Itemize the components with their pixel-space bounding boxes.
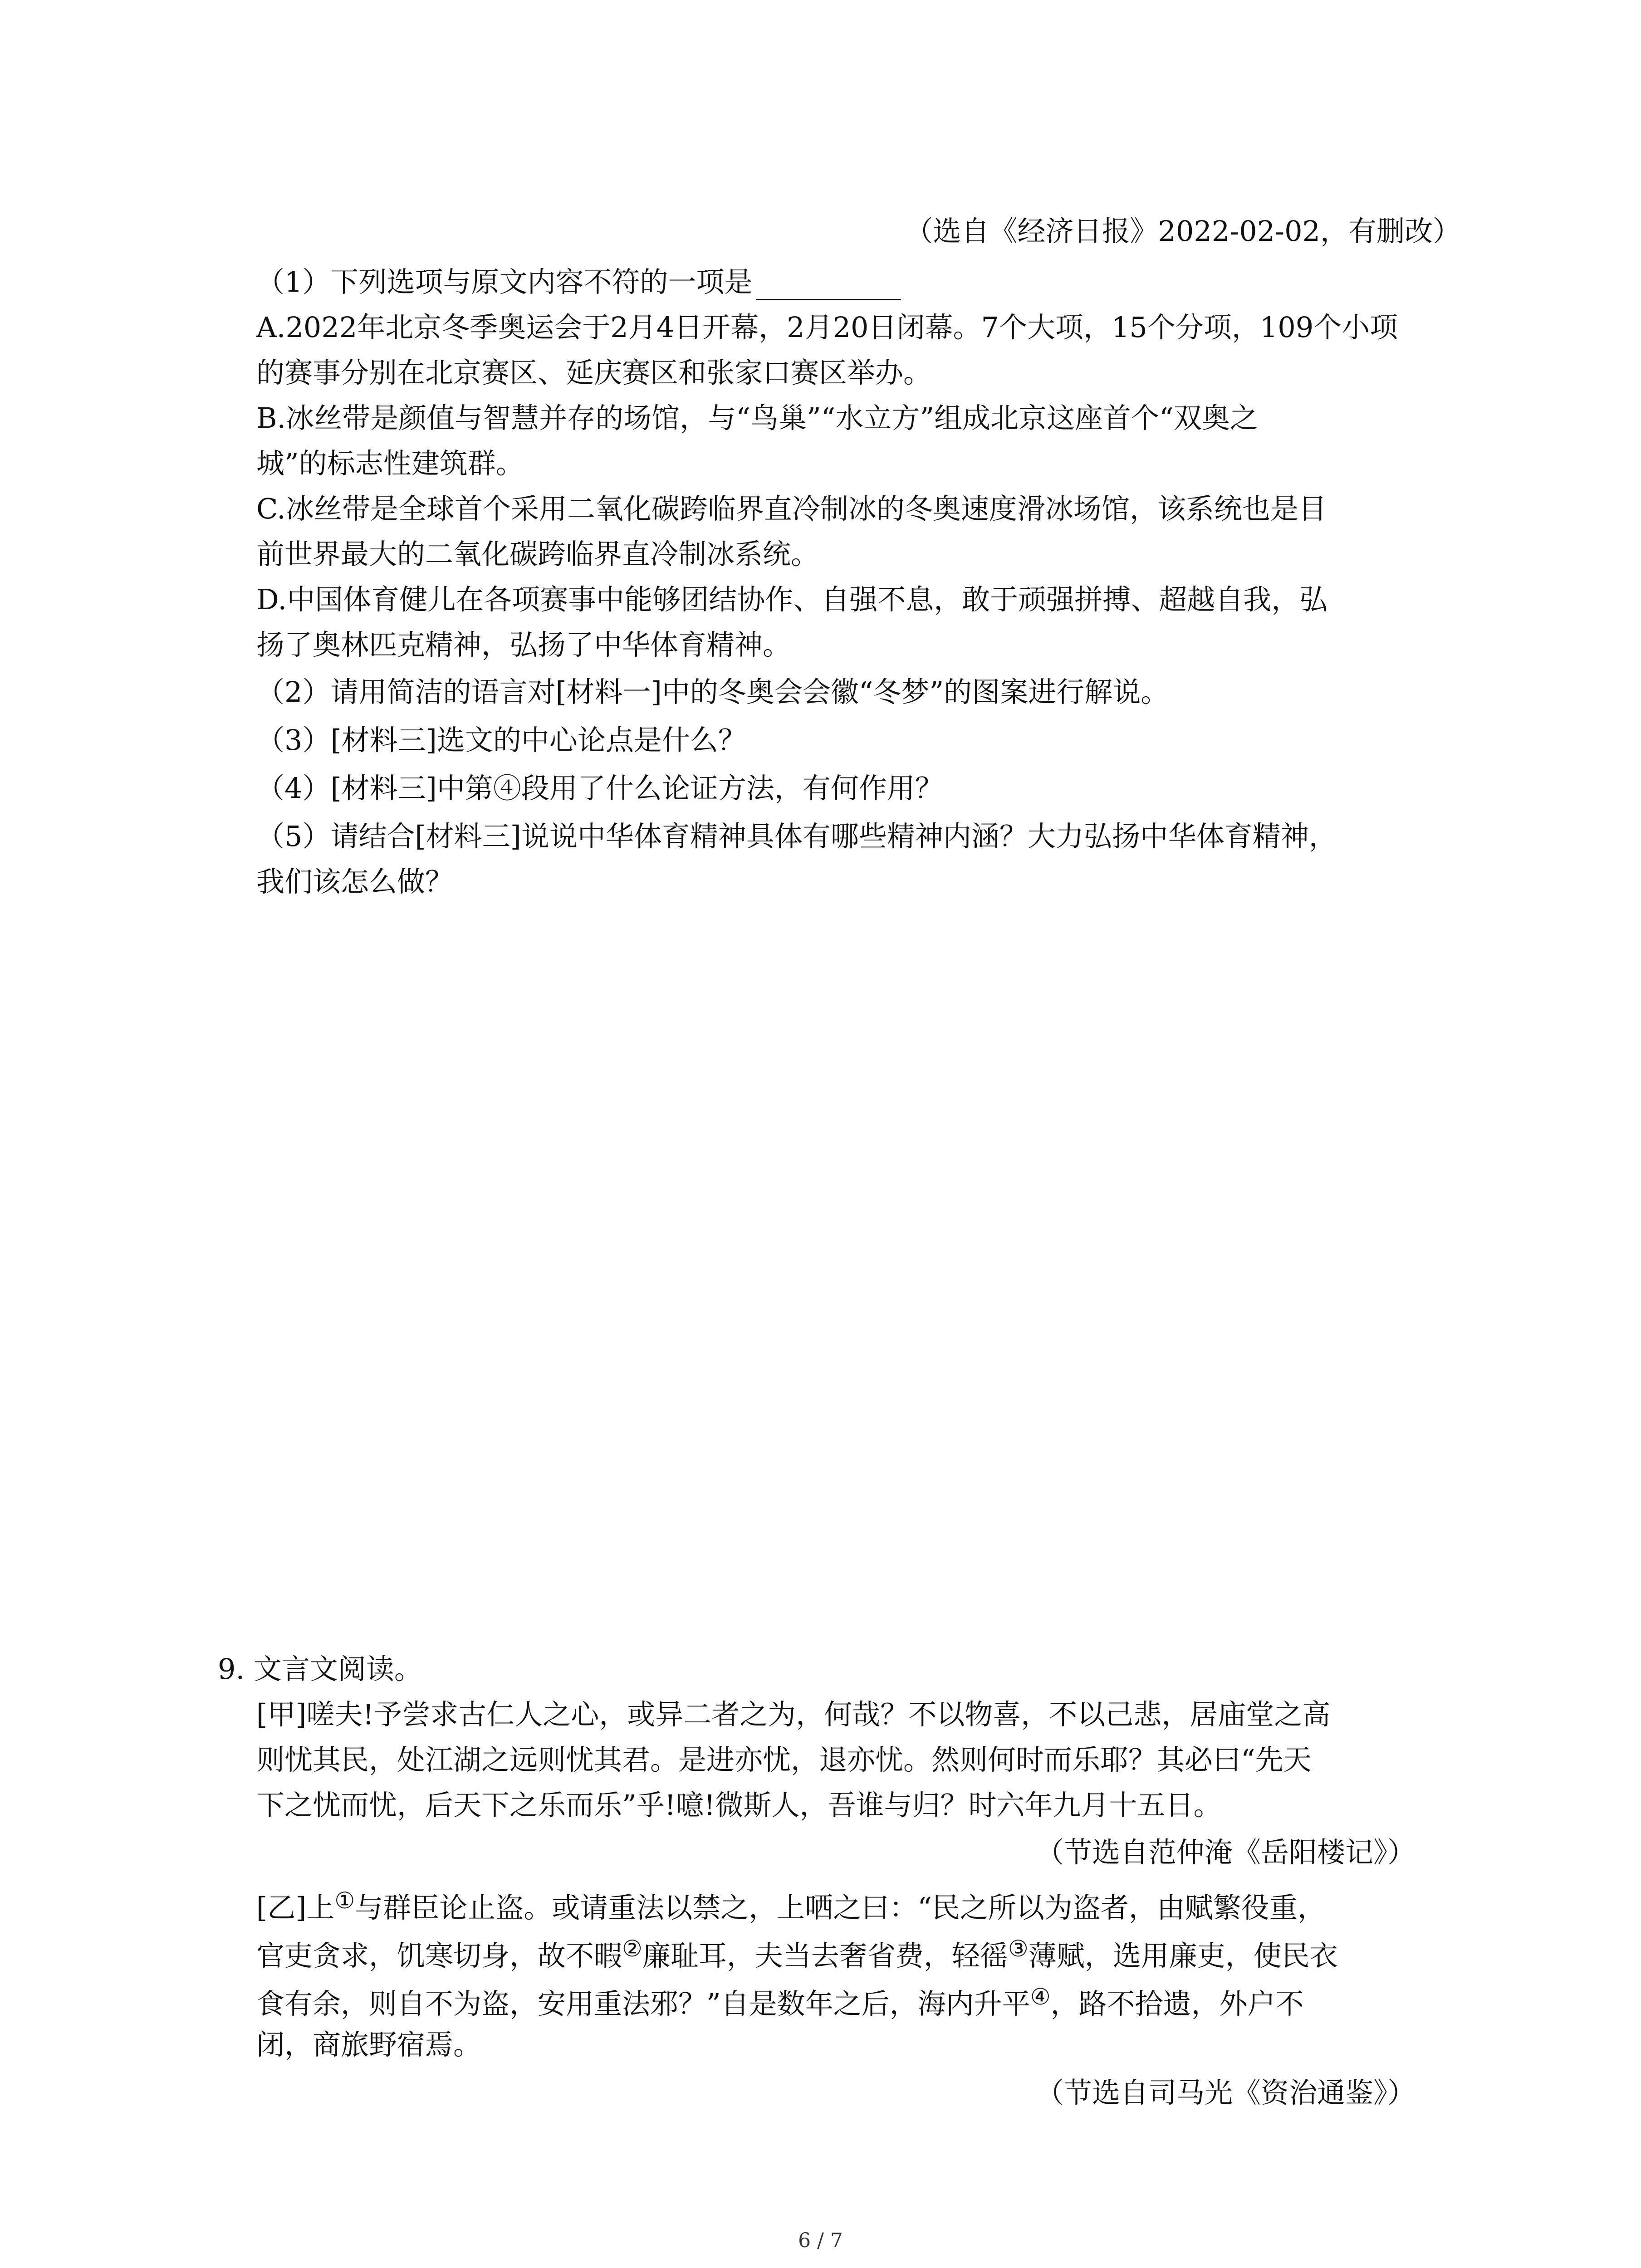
note-marker-4: ④: [1030, 1984, 1051, 2010]
yi-line2-b: 廉耻耳，夫当去奢省费，轻徭: [642, 1939, 1008, 1972]
q8-sub1-text: （1）下列选项与原文内容不符的一项是: [256, 265, 753, 298]
yi-line2: [256, 1931, 1338, 1974]
note-marker-1: ①: [334, 1887, 355, 1914]
q8-sub2: （2）请用简洁的语言对[材料一]中的冬奥会会徽“冬梦”的图案进行解说。: [256, 675, 1169, 709]
q8-sub5-line2: 我们该怎么做？: [256, 865, 454, 898]
yi-line1-a: [乙]上: [256, 1891, 335, 1924]
option-b-line2: 城”的标志性建筑群。: [256, 447, 524, 480]
yi-line3-b: ，路不拾遗，外户不: [1050, 1987, 1304, 2020]
q9-heading: 9. 文言文阅读。: [218, 1652, 422, 1686]
yi-line4: 闭，商旅野宿焉。: [256, 2028, 482, 2061]
yi-line1-b: 与群臣论止盗。或请重法以禁之，上哂之曰：“民之所以为盗者，由赋繁役重，: [355, 1891, 1326, 1924]
yi-line2-a: 官吏贪求，饥寒切身，故不暇: [256, 1939, 622, 1972]
option-c-line1: C.冰丝带是全球首个采用二氧化碳跨临界直冷制冰的冬奥速度滑冰场馆，该系统也是目: [256, 492, 1327, 525]
option-d-line2: 扬了奥林匹克精神，弘扬了中华体育精神。: [256, 628, 791, 661]
option-b-line1: B.冰丝带是颜值与智慧并存的场馆，与“鸟巢”“水立方”组成北京这座首个“双奥之: [256, 401, 1258, 435]
page-number: 6 / 7: [798, 2229, 843, 2252]
jia-line1: [甲]嗟夫!予尝求古仁人之心，或异二者之为，何哉？不以物喜，不以己悲，居庙堂之高: [256, 1698, 1331, 1731]
q8-sub4: （4）[材料三]中第④段用了什么论证方法，有何作用？: [256, 772, 943, 805]
yi-line2-c: 薄赋，选用廉吏，使民衣: [1028, 1939, 1338, 1972]
yi-line3: [256, 1979, 1304, 2022]
q8-sub1: [256, 264, 901, 300]
option-c-line2: 前世界最大的二氧化碳跨临界直冷制冰系统。: [256, 538, 819, 571]
note-marker-2: ②: [622, 1936, 642, 1962]
yi-line3-a: 食有余，则自不为盗，安用重法邪？”自是数年之后，海内升平: [256, 1987, 1030, 2020]
jia-line3: 下之忧而忧，后天下之乐而乐”乎!噫!微斯人，吾谁与归？时六年九月十五日。: [256, 1789, 1222, 1822]
q8-sub5-line1: （5）请结合[材料三]说说中华体育精神具体有哪些精神内涵？大力弘扬中华体育精神，: [256, 820, 1337, 853]
option-a-line1: A.2022年北京冬季奥运会于2月4日开幕，2月20日闭幕。7个大项，15个分项，109个小项: [256, 311, 1398, 344]
option-a-line2: 的赛事分别在北京赛区、延庆赛区和张家口赛区举办。: [256, 356, 932, 389]
yi-line1: [256, 1882, 1326, 1926]
material3-source: （选自《经济日报》2022-02-02，有删改）: [905, 215, 1461, 248]
jia-source: （节选自范仲淹《岳阳楼记》）: [1035, 1836, 1416, 1869]
option-d-line1: D.中国体育健儿在各项赛事中能够团结协作、自强不息，敢于顽强拼搏、超越自我，弘: [256, 583, 1328, 616]
answer-blank[interactable]: [756, 272, 901, 300]
yi-source: （节选自司马光《资治通鉴》）: [1035, 2076, 1416, 2109]
q8-sub3: （3）[材料三]选文的中心论点是什么？: [256, 723, 746, 757]
note-marker-3: ③: [1008, 1936, 1029, 1962]
jia-line2: 则忧其民，处江湖之远则忧其君。是进亦忧，退亦忧。然则何时而乐耶？其必曰“先天: [256, 1743, 1312, 1776]
